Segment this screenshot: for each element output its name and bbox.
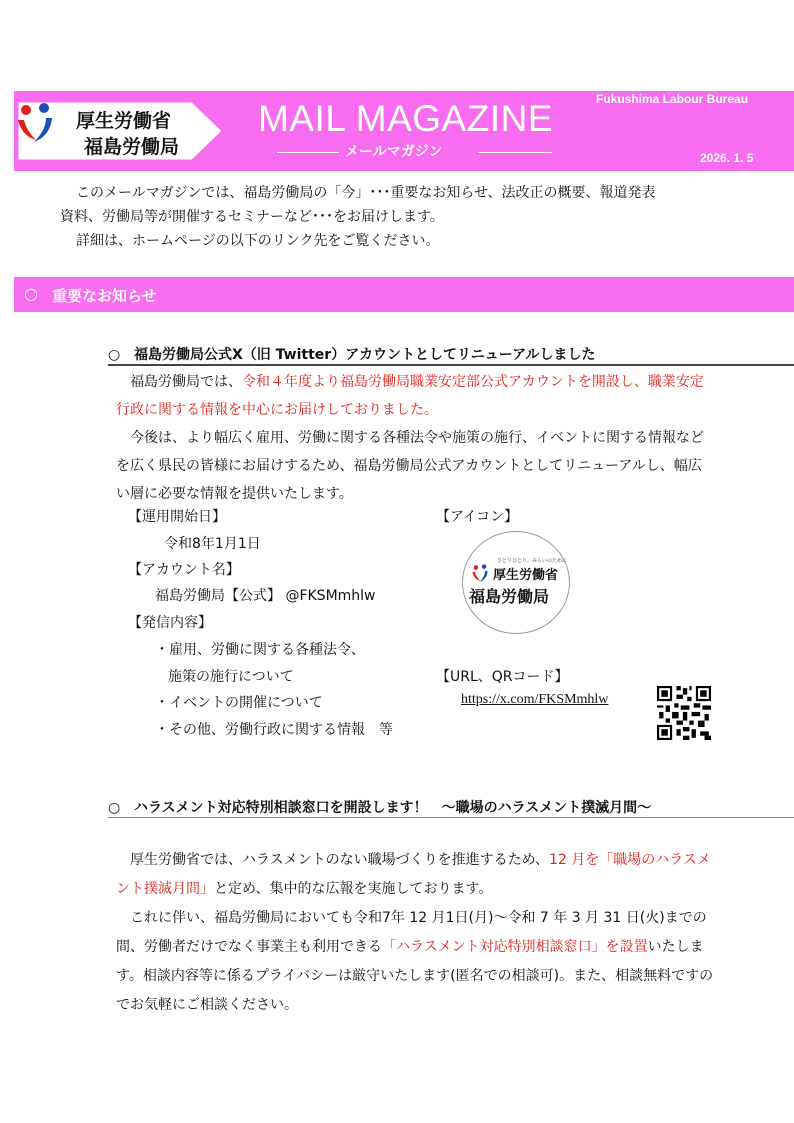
content-item-1b: 施策の施行について bbox=[168, 669, 294, 685]
magazine-subtitle: メールマガジン bbox=[345, 144, 443, 160]
intro-line1: このメールマガジンでは、福島労働局の「今」･･･重要なお知らせ、法改正の概要、報道発表 bbox=[62, 185, 656, 201]
article1-heading bbox=[108, 344, 596, 364]
content-item-1: ・雇用、労働に関する各種法令、 bbox=[155, 642, 365, 658]
bureau-name: Fukushima Labour Bureau bbox=[596, 92, 749, 106]
icon-tagline: ひとりひとり、みらいのために bbox=[497, 558, 568, 564]
logo-line2: 福島労働局 bbox=[84, 136, 180, 158]
article2-para2 bbox=[116, 904, 714, 1020]
intro-line3: 詳細は、ホームページの以下のリンク先をご覧ください。 bbox=[62, 233, 440, 249]
content-item-2: ・イベントの開催について bbox=[155, 695, 323, 711]
content-label: 【発信内容】 bbox=[128, 615, 212, 631]
content-item-3: ・その他、労働行政に関する情報 等 bbox=[155, 722, 393, 738]
article2-circle-icon: ○ bbox=[108, 800, 121, 816]
article2-title: ハラスメント対応特別相談窓口を開設します！ ～職場のハラスメント撲滅月間～ bbox=[134, 800, 652, 816]
issue-date: 2026. 1. 5 bbox=[700, 151, 754, 165]
magazine-title: MAIL MAGAZINE bbox=[258, 98, 554, 139]
section-title: 重要なお知らせ bbox=[52, 287, 157, 305]
article2-para2-highlight: 「ハラスメント対応特別相談窓口」を設置 bbox=[382, 939, 648, 955]
intro-text bbox=[62, 181, 752, 253]
article2-para1 bbox=[116, 846, 714, 904]
account-icon-image bbox=[462, 531, 570, 634]
ministry-emblem-icon bbox=[14, 100, 56, 144]
article2-para1-text: 厚生労働省では、ハラスメントのない職場づくりを推進するため、 bbox=[116, 852, 550, 868]
article1-body bbox=[116, 368, 712, 508]
icon-label: 【アイコン】 bbox=[436, 509, 519, 525]
article2-body bbox=[116, 846, 714, 1020]
icon-emblem bbox=[470, 563, 490, 583]
icon-line1: 厚生労働省 bbox=[493, 568, 559, 583]
ministry-logo bbox=[14, 100, 224, 162]
article2-para2-tail: いたします。相談内容等に係るプライバシーは厳守いたします(匿名での相談可)。また、相談無料ですのでお気軽にご相談ください。 bbox=[116, 939, 714, 1013]
start-date-label: 【運用開始日】 bbox=[128, 509, 226, 525]
article2-heading bbox=[108, 797, 651, 817]
url-qr-label: 【URL、QRコード】 bbox=[436, 669, 569, 685]
article2-para1-highlight: 12 月を「職場のハラスメント撲滅月間」 bbox=[116, 852, 711, 897]
subtitle-rule-right bbox=[478, 152, 552, 153]
article1-underline bbox=[108, 364, 794, 366]
article2-para2-text: これに伴い、福島労働局においても令和7年 12 月1日(月)～令和 7 年 3 月 31 日(火)までの間、労働者だけでなく事業主も利用できる bbox=[116, 910, 707, 955]
intro-line2: 資料、労働局等が開催するセミナーなど･･･をお届けします。 bbox=[60, 209, 444, 225]
article2-para1-tail: と定め、集中的な広報を実施しております。 bbox=[214, 881, 493, 897]
article1-circle-icon: ○ bbox=[108, 347, 121, 363]
section-header-important bbox=[14, 277, 794, 312]
logo-text bbox=[76, 108, 179, 160]
section-circle-icon: ○ bbox=[24, 284, 38, 303]
x-account-link[interactable]: https://x.com/FKSMmhlw bbox=[461, 692, 609, 707]
icon-line2: 福島労働局 bbox=[469, 587, 550, 606]
article1-para1-highlight: 令和４年度より福島労働局職業安定部公式アカウントを開設し、職業安定行政に関する情報を中心にお届けしておりました。 bbox=[116, 374, 704, 418]
article1-title: 福島労働局公式X（旧 Twitter）アカウントとしてリニューアルしました bbox=[134, 347, 596, 363]
article1-para2: 今後は、より幅広く雇用、労働に関する各種法令や施策の施行、イベントに関する情報などを広く県民の皆様にお届けするため、福島労働局公式アカウントとしてリニューアルし、幅広い層に必要な情報を提供いたします。 bbox=[116, 430, 704, 502]
account-name-value: 福島労働局【公式】 @FKSMmhlw bbox=[155, 588, 376, 604]
start-date-value: 令和8年1月1日 bbox=[164, 536, 261, 552]
article2-underline bbox=[108, 817, 794, 818]
article1-para1-text: 福島労働局では、 bbox=[116, 374, 242, 390]
logo-line1: 厚生労働省 bbox=[76, 110, 172, 132]
subtitle-rule-left bbox=[277, 152, 339, 153]
account-name-label: 【アカウント名】 bbox=[128, 562, 240, 578]
qr-code-icon[interactable] bbox=[657, 686, 711, 740]
article1-para1 bbox=[116, 368, 712, 424]
